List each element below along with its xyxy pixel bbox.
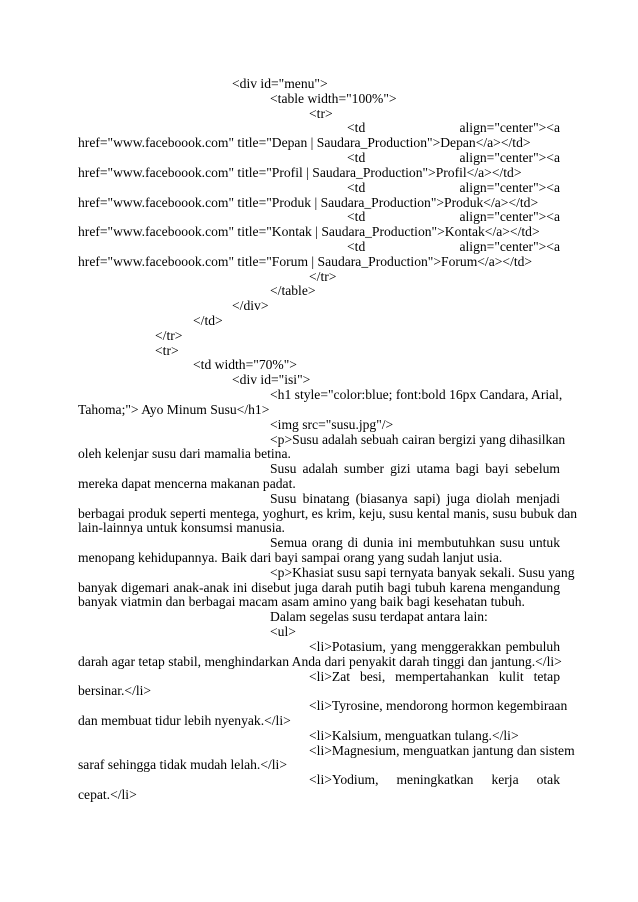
text-line: href="www.faceboook.com" title="Produk | Saudara_Production">Produk</a></td> (78, 195, 539, 210)
text-line: <h1 style="color:blue; font:bold 16px Candara, Arial, (270, 387, 563, 402)
text-line: darah agar tetap stabil, menghindarkan Anda dari penyakit darah tinggi dan jantung.</li> (78, 654, 562, 669)
text-line: lain-lainnya untuk konsumsi manusia. (78, 520, 285, 535)
text-line: <div id="isi"> (232, 372, 311, 387)
text-line: cepat.</li> (78, 787, 137, 802)
text-line: <img src="susu.jpg"/> (270, 417, 394, 432)
text-line: href="www.faceboook.com" title="Depan | Saudara_Production">Depan</a></td> (78, 135, 531, 150)
text-line: <p>Susu adalah sebuah cairan bergizi yang dihasilkan (270, 432, 566, 447)
text-line: </table> (270, 283, 316, 298)
text-line: <p>Khasiat susu sapi ternyata banyak sekali. Susu yang (270, 565, 575, 580)
text-line: Semua orang di dunia ini membutuhkan susu untuk (270, 535, 560, 550)
text-line: oleh kelenjar susu dari mamalia betina. (78, 446, 291, 461)
text-line: berbagai produk seperti mentega, yoghurt, es krim, keju, susu kental manis, susu bubuk dan (78, 506, 578, 521)
text-line: menopang kehidupannya. Baik dari bayi sampai orang yang sudah lanjut usia. (78, 550, 503, 565)
text-line: <ul> (270, 624, 296, 639)
text-line: banyak viatmin dan berbagai macam asam amino yang baik bagi kesehatan tubuh. (78, 594, 525, 609)
text-line: <table width="100%"> (270, 91, 397, 106)
text-line: Dalam segelas susu terdapat antara lain: (270, 609, 488, 624)
text-line: <li>Zat besi, mempertahankan kulit tetap (309, 669, 560, 684)
text-line: <td align="center"><a (347, 120, 560, 135)
text-line: <li>Kalsium, menguatkan tulang.</li> (309, 728, 519, 743)
text-line: <td align="center"><a (347, 180, 560, 195)
text-line: <li>Magnesium, menguatkan jantung dan sistem (309, 743, 575, 758)
text-line: <li>Tyrosine, mendorong hormon kegembiraan (309, 698, 568, 713)
text-line: <div id="menu"> (232, 76, 328, 91)
text-line: <li>Potasium, yang menggerakkan pembuluh (309, 639, 560, 654)
text-line: <td align="center"><a (347, 209, 560, 224)
text-line: <td width="70%"> (193, 357, 297, 372)
text-line: dan membuat tidur lebih nyenyak.</li> (78, 713, 291, 728)
text-line: </tr> (309, 269, 337, 284)
text-line: href="www.faceboook.com" title="Forum | Saudara_Production">Forum</a></td> (78, 254, 533, 269)
text-line: mereka dapat mencerna makanan padat. (78, 476, 296, 491)
text-line: Susu adalah sumber gizi utama bagi bayi sebelum (270, 461, 560, 476)
text-line: </td> (193, 313, 223, 328)
text-line: href="www.faceboook.com" title="Profil | Saudara_Production">Profil</a></td> (78, 165, 522, 180)
text-line: <li>Yodium, meningkatkan kerja otak (309, 772, 560, 787)
text-line: <td align="center"><a (347, 239, 560, 254)
text-line: Susu binatang (biasanya sapi) juga diolah menjadi (270, 491, 560, 506)
text-line: <td align="center"><a (347, 150, 560, 165)
text-line: </div> (232, 298, 269, 313)
text-line: banyak digemari anak-anak ini disebut juga darah putih bagi tubuh karena mengandung (78, 580, 560, 595)
text-line: saraf sehingga tidak mudah lelah.</li> (78, 757, 287, 772)
text-line: Tahoma;"> Ayo Minum Susu</h1> (78, 402, 270, 417)
text-line: </tr> (155, 328, 183, 343)
text-line: href="www.faceboook.com" title="Kontak | Saudara_Production">Kontak</a></td> (78, 224, 540, 239)
text-line: <tr> (309, 106, 333, 121)
text-line: bersinar.</li> (78, 683, 152, 698)
text-line: <tr> (155, 343, 179, 358)
